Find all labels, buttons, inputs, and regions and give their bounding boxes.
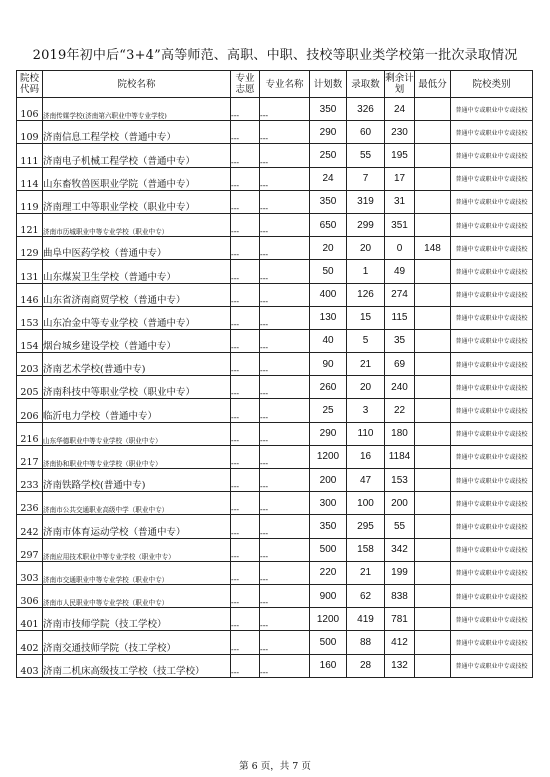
cell-code: 401 [17,608,43,631]
cell-plan: 290 [310,121,347,144]
header-code: 院校代码 [17,71,43,98]
cell-plan: 250 [310,144,347,167]
cell-major-pref: --- [231,492,260,515]
cell-code: 297 [17,538,43,561]
cell-school-name: 济南交通技师学院（技工学校） [43,631,231,654]
cell-code: 121 [17,213,43,236]
table-row [17,144,533,167]
cell-major-name: --- [260,492,310,515]
header-category: 院校类别 [451,71,533,98]
cell-min-score [415,283,451,306]
cell-remaining: 199 [385,561,415,584]
table-row [17,492,533,515]
cell-school-name: 济南应用技术职业中等专业学校（职业中专） [43,538,231,561]
cell-plan: 350 [310,98,347,121]
cell-code: 236 [17,492,43,515]
cell-plan: 160 [310,654,347,677]
cell-code: 217 [17,445,43,468]
cell-category: 普通中专或职业中专或技校 [451,190,533,213]
cell-remaining: 49 [385,260,415,283]
cell-admitted: 62 [347,584,385,607]
cell-admitted: 47 [347,469,385,492]
header-min-score: 最低分 [415,71,451,98]
cell-min-score [415,144,451,167]
cell-remaining: 31 [385,190,415,213]
cell-category: 普通中专或职业中专或技校 [451,608,533,631]
cell-min-score [415,190,451,213]
cell-major-pref: --- [231,422,260,445]
cell-major-pref: --- [231,98,260,121]
table-row [17,469,533,492]
cell-admitted: 20 [347,376,385,399]
cell-remaining: 200 [385,492,415,515]
header-row [17,71,533,98]
cell-plan: 650 [310,213,347,236]
cell-admitted: 1 [347,260,385,283]
cell-plan: 350 [310,515,347,538]
cell-admitted: 295 [347,515,385,538]
cell-admitted: 158 [347,538,385,561]
cell-major-pref: --- [231,144,260,167]
cell-school-name: 济南市交通职业中等专业学校（职业中专） [43,561,231,584]
header-major-name: 专业名称 [260,71,310,98]
cell-admitted: 21 [347,561,385,584]
admission-table [16,70,533,678]
cell-remaining: 35 [385,329,415,352]
cell-plan: 130 [310,306,347,329]
table-row [17,190,533,213]
cell-category: 普通中专或职业中专或技校 [451,515,533,538]
cell-category: 普通中专或职业中专或技校 [451,654,533,677]
cell-school-name: 济南市公共交通职业高级中学（职业中专） [43,492,231,515]
table-row [17,167,533,190]
table-row [17,353,533,376]
cell-major-pref: --- [231,399,260,422]
cell-remaining: 230 [385,121,415,144]
cell-category: 普通中专或职业中专或技校 [451,167,533,190]
cell-min-score [415,445,451,468]
header-major-pref: 专业志愿 [231,71,260,98]
cell-category: 普通中专或职业中专或技校 [451,492,533,515]
cell-school-name: 临沂电力学校（普通中专） [43,399,231,422]
cell-major-pref: --- [231,608,260,631]
table-row [17,422,533,445]
table-row [17,584,533,607]
cell-category: 普通中专或职业中专或技校 [451,584,533,607]
cell-category: 普通中专或职业中专或技校 [451,561,533,584]
cell-code: 114 [17,167,43,190]
cell-code: 111 [17,144,43,167]
cell-category: 普通中专或职业中专或技校 [451,283,533,306]
cell-plan: 290 [310,422,347,445]
cell-school-name: 济南理工中等职业学校（职业中专） [43,190,231,213]
cell-plan: 1200 [310,608,347,631]
cell-remaining: 22 [385,399,415,422]
cell-code: 154 [17,329,43,352]
page-title: 2019年初中后“3+4”高等师范、高职、中职、技校等职业类学校第一批次录取情况 [32,48,518,63]
cell-plan: 220 [310,561,347,584]
cell-remaining: 1184 [385,445,415,468]
cell-major-pref: --- [231,654,260,677]
table-row [17,306,533,329]
cell-min-score [415,492,451,515]
cell-min-score [415,213,451,236]
cell-category: 普通中专或职业中专或技校 [451,399,533,422]
cell-major-pref: --- [231,515,260,538]
cell-admitted: 319 [347,190,385,213]
cell-code: 146 [17,283,43,306]
cell-plan: 25 [310,399,347,422]
cell-major-name: --- [260,561,310,584]
cell-major-name: --- [260,399,310,422]
cell-admitted: 126 [347,283,385,306]
cell-major-name: --- [260,422,310,445]
cell-school-name: 济南市历城职业中等专业学校（职业中专） [43,213,231,236]
table-row [17,260,533,283]
cell-min-score [415,561,451,584]
cell-min-score [415,422,451,445]
cell-plan: 40 [310,329,347,352]
cell-category: 普通中专或职业中专或技校 [451,469,533,492]
cell-min-score [415,329,451,352]
header-plan: 计划数 [310,71,347,98]
cell-admitted: 100 [347,492,385,515]
header-name: 院校名称 [43,71,231,98]
cell-min-score [415,538,451,561]
cell-min-score [415,121,451,144]
cell-major-pref: --- [231,306,260,329]
table-row [17,121,533,144]
table-row [17,213,533,236]
cell-admitted: 28 [347,654,385,677]
cell-admitted: 55 [347,144,385,167]
cell-category: 普通中专或职业中专或技校 [451,98,533,121]
cell-plan: 90 [310,353,347,376]
cell-remaining: 69 [385,353,415,376]
table-row [17,445,533,468]
cell-remaining: 412 [385,631,415,654]
cell-min-score [415,399,451,422]
cell-remaining: 132 [385,654,415,677]
cell-major-pref: --- [231,260,260,283]
header-admitted: 录取数 [347,71,385,98]
cell-major-name: --- [260,306,310,329]
cell-major-name: --- [260,515,310,538]
cell-school-name: 济南艺术学校(普通中专) [43,353,231,376]
cell-major-pref: --- [231,445,260,468]
cell-min-score [415,631,451,654]
table-row [17,608,533,631]
cell-admitted: 7 [347,167,385,190]
cell-major-name: --- [260,654,310,677]
cell-school-name: 济南协和职业中等专业学校（职业中专） [43,445,231,468]
cell-code: 203 [17,353,43,376]
cell-plan: 400 [310,283,347,306]
cell-major-name: --- [260,608,310,631]
cell-admitted: 20 [347,237,385,260]
cell-major-name: --- [260,584,310,607]
cell-category: 普通中专或职业中专或技校 [451,445,533,468]
cell-remaining: 17 [385,167,415,190]
cell-plan: 900 [310,584,347,607]
cell-school-name: 济南市人民职业中等专业学校（职业中专） [43,584,231,607]
cell-remaining: 180 [385,422,415,445]
cell-code: 106 [17,98,43,121]
cell-min-score [415,608,451,631]
cell-admitted: 15 [347,306,385,329]
cell-major-name: --- [260,353,310,376]
cell-remaining: 342 [385,538,415,561]
cell-code: 129 [17,237,43,260]
cell-min-score [415,306,451,329]
cell-plan: 24 [310,167,347,190]
cell-min-score: 148 [415,237,451,260]
cell-school-name: 山东煤炭卫生学校（普通中专） [43,260,231,283]
cell-major-name: --- [260,190,310,213]
cell-major-pref: --- [231,237,260,260]
cell-category: 普通中专或职业中专或技校 [451,631,533,654]
cell-school-name: 济南铁路学校(普通中专) [43,469,231,492]
cell-remaining: 351 [385,213,415,236]
cell-major-pref: --- [231,561,260,584]
cell-min-score [415,98,451,121]
cell-major-name: --- [260,538,310,561]
cell-remaining: 781 [385,608,415,631]
cell-category: 普通中专或职业中专或技校 [451,144,533,167]
cell-min-score [415,469,451,492]
cell-major-pref: --- [231,283,260,306]
cell-code: 403 [17,654,43,677]
cell-plan: 350 [310,190,347,213]
cell-category: 普通中专或职业中专或技校 [451,353,533,376]
cell-major-name: --- [260,121,310,144]
cell-admitted: 5 [347,329,385,352]
table-row [17,329,533,352]
cell-code: 303 [17,561,43,584]
cell-code: 109 [17,121,43,144]
cell-plan: 300 [310,492,347,515]
cell-major-pref: --- [231,631,260,654]
cell-major-pref: --- [231,121,260,144]
cell-admitted: 326 [347,98,385,121]
cell-category: 普通中专或职业中专或技校 [451,329,533,352]
cell-admitted: 88 [347,631,385,654]
cell-category: 普通中专或职业中专或技校 [451,237,533,260]
cell-remaining: 240 [385,376,415,399]
cell-school-name: 济南传媒学校(济南第六职业中等专业学校) [43,98,231,121]
cell-min-score [415,167,451,190]
cell-plan: 20 [310,237,347,260]
cell-remaining: 838 [385,584,415,607]
cell-school-name: 济南市技师学院（技工学校） [43,608,231,631]
cell-category: 普通中专或职业中专或技校 [451,260,533,283]
cell-min-score [415,584,451,607]
cell-remaining: 153 [385,469,415,492]
table-row [17,283,533,306]
cell-min-score [415,654,451,677]
cell-major-name: --- [260,260,310,283]
cell-major-name: --- [260,167,310,190]
cell-code: 119 [17,190,43,213]
cell-admitted: 16 [347,445,385,468]
cell-major-name: --- [260,469,310,492]
cell-school-name: 济南二机床高级技工学校（技工学校） [43,654,231,677]
table-row [17,654,533,677]
cell-school-name: 山东省济南商贸学校（普通中专） [43,283,231,306]
cell-plan: 500 [310,538,347,561]
cell-major-pref: --- [231,353,260,376]
cell-major-name: --- [260,631,310,654]
table-row [17,561,533,584]
cell-min-score [415,376,451,399]
cell-major-pref: --- [231,584,260,607]
cell-plan: 500 [310,631,347,654]
table-row [17,376,533,399]
cell-admitted: 419 [347,608,385,631]
cell-major-pref: --- [231,329,260,352]
table-row [17,399,533,422]
table-row [17,631,533,654]
cell-major-name: --- [260,98,310,121]
cell-min-score [415,260,451,283]
cell-school-name: 烟台城乡建设学校（普通中专） [43,329,231,352]
cell-school-name: 济南科技中等职业学校（职业中专） [43,376,231,399]
cell-remaining: 115 [385,306,415,329]
cell-code: 206 [17,399,43,422]
cell-admitted: 299 [347,213,385,236]
cell-code: 402 [17,631,43,654]
cell-remaining: 0 [385,237,415,260]
table-row [17,98,533,121]
cell-major-name: --- [260,376,310,399]
cell-code: 131 [17,260,43,283]
cell-category: 普通中专或职业中专或技校 [451,376,533,399]
cell-major-name: --- [260,144,310,167]
cell-major-pref: --- [231,213,260,236]
cell-code: 233 [17,469,43,492]
cell-admitted: 3 [347,399,385,422]
header-remaining: 剩余计划 [385,71,415,98]
table-row [17,515,533,538]
cell-category: 普通中专或职业中专或技校 [451,121,533,144]
cell-major-name: --- [260,237,310,260]
cell-plan: 1200 [310,445,347,468]
cell-major-pref: --- [231,469,260,492]
cell-code: 216 [17,422,43,445]
cell-school-name: 曲阜中医药学校（普通中专） [43,237,231,260]
cell-admitted: 60 [347,121,385,144]
cell-school-name: 山东畜牧兽医职业学院（普通中专） [43,167,231,190]
cell-code: 306 [17,584,43,607]
cell-remaining: 195 [385,144,415,167]
table-row [17,237,533,260]
cell-school-name: 济南信息工程学校（普通中专） [43,121,231,144]
cell-major-pref: --- [231,538,260,561]
cell-min-score [415,515,451,538]
cell-min-score [415,353,451,376]
cell-admitted: 110 [347,422,385,445]
page-footer: 第 6 页，共 7 页 [239,761,311,772]
cell-school-name: 山东华德职业中等专业学校（职业中专） [43,422,231,445]
cell-school-name: 济南电子机械工程学校（普通中专） [43,144,231,167]
cell-major-pref: --- [231,167,260,190]
table-row [17,538,533,561]
cell-code: 242 [17,515,43,538]
cell-plan: 50 [310,260,347,283]
cell-major-name: --- [260,283,310,306]
cell-major-name: --- [260,213,310,236]
cell-category: 普通中专或职业中专或技校 [451,306,533,329]
cell-remaining: 274 [385,283,415,306]
cell-school-name: 山东冶金中等专业学校（普通中专） [43,306,231,329]
cell-category: 普通中专或职业中专或技校 [451,213,533,236]
cell-school-name: 济南市体育运动学校（普通中专） [43,515,231,538]
cell-remaining: 55 [385,515,415,538]
cell-code: 153 [17,306,43,329]
cell-major-pref: --- [231,190,260,213]
cell-plan: 200 [310,469,347,492]
cell-plan: 260 [310,376,347,399]
cell-major-name: --- [260,329,310,352]
cell-category: 普通中专或职业中专或技校 [451,422,533,445]
cell-remaining: 24 [385,98,415,121]
cell-major-pref: --- [231,376,260,399]
cell-code: 205 [17,376,43,399]
cell-major-name: --- [260,445,310,468]
cell-category: 普通中专或职业中专或技校 [451,538,533,561]
cell-admitted: 21 [347,353,385,376]
